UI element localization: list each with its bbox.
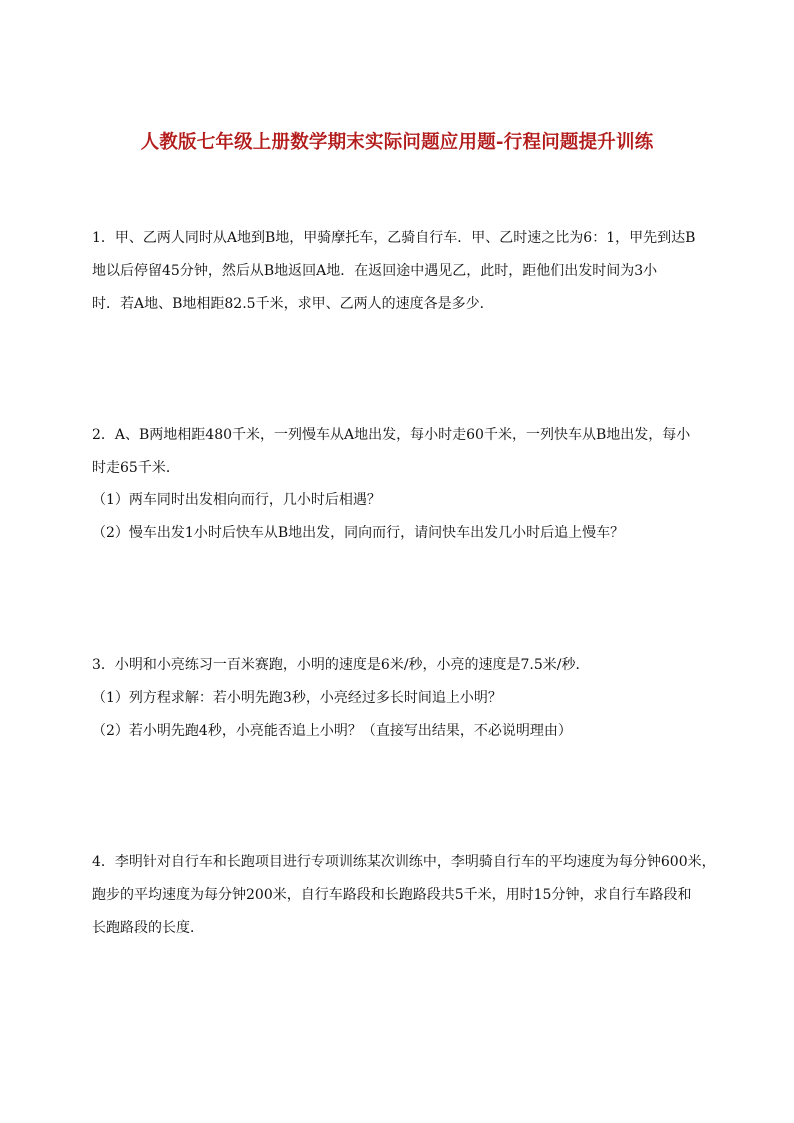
question-4-line-2: 跑步的平均速度为每分钟200米，自行车路段和长跑路段共5千米，用时15分钟，求自行车路段和	[92, 887, 692, 903]
question-3-part-2: （2）若小明先跑4秒，小亮能否追上小明？（直接写出结果，不必说明理由）	[92, 723, 572, 739]
question-2-part-1: （1）两车同时出发相向而行，几小时后相遇？	[92, 492, 381, 508]
question-2-part-2: （2）慢车出发1小时后快车从B地出发，同向而行，请问快车出发几小时后追上慢车？	[92, 525, 625, 541]
question-2-line-1: 2．A、B两地相距480千米，一列慢车从A地出发，每小时走60千米，一列快车从B地出发，每小	[92, 427, 691, 443]
question-2-line-2: 时走65千米．	[92, 460, 180, 476]
question-3-part-1: （1）列方程求解：若小明先跑3秒，小亮经过多长时间追上小明？	[92, 690, 502, 706]
question-4-line-3: 长跑路段的长度．	[92, 920, 204, 936]
page-title: 人教版七年级上册数学期末实际问题应用题-行程问题提升训练	[140, 132, 654, 153]
question-4-line-1: 4．李明针对自行车和长跑项目进行专项训练某次训练中，李明骑自行车的平均速度为每分钟600米，	[92, 854, 716, 870]
question-1-line-3: 时．若A地、B地相距82.5千米，求甲、乙两人的速度各是多少．	[92, 296, 494, 312]
question-1-line-2: 地以后停留45分钟，然后从B地返回A地．在返回途中遇见乙，此时，距他们出发时间为3小	[92, 263, 658, 279]
question-3-line-1: 3．小明和小亮练习一百米赛跑，小明的速度是6米/秒，小亮的速度是7.5米/秒．	[92, 657, 590, 673]
question-1-line-1: 1．甲、乙两人同时从A地到B地，甲骑摩托车，乙骑自行车．甲、乙时速之比为6：1，甲先到达B	[92, 230, 696, 246]
